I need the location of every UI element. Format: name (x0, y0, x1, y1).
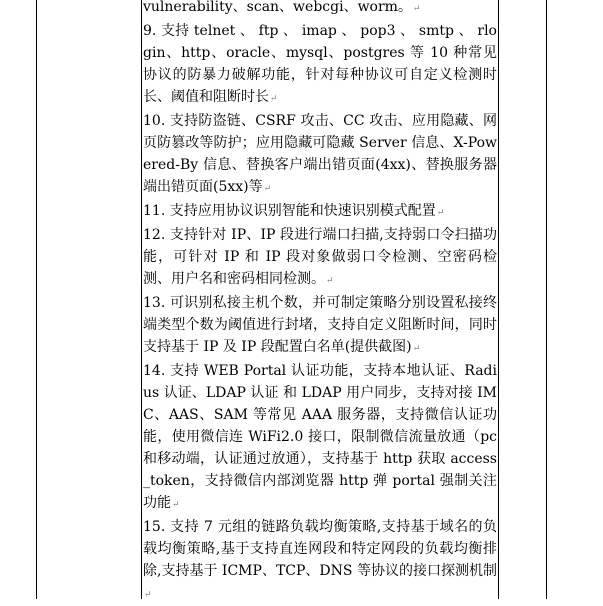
paragraph-mark-icon: ↵ (326, 276, 334, 286)
table-column-divider-right (498, 0, 499, 599)
paragraph-item-13: 13. 可识别私接主机个数，并可制定策略分别设置私接终端类型个数为阈值进行封堵，支持自定义阻断时间，同时支持基于 IP 及 IP 段配置白名单(提供截图)↵ (143, 295, 497, 355)
table-column-divider (141, 0, 142, 599)
table-border-right (546, 0, 547, 599)
paragraph-mark-icon: ↵ (270, 94, 278, 104)
paragraph-mark-icon: ↵ (412, 344, 421, 354)
table-cell-requirements (143, 0, 497, 606)
paragraph-mark-icon: ↵ (412, 4, 421, 14)
paragraph-item-14: 14. 支持 WEB Portal 认证功能，支持本地认证、Radius 认证、LDAP 认证 和 LDAP 用户同步，支持对接 IMC、AAS、SAM 等常见 AAA 服务器，支持微信认证功能，使用微信连 WiFi2.0 接口，限制微信流量放通（pc 和移动端，认证通过放通），支持基于 http 获取 access_token，支持微信内部浏览器 http 弹 portal 强制关注功能↵ (143, 363, 497, 511)
paragraph-item-15: 15. 支持 7 元组的链路负载均衡策略,支持基于域名的负载均衡策略,基于支持直连网段和特定网段的负载均衡排除,支持基于 ICMP、TCP、DNS 等协议的接口探测机制↵ (143, 519, 497, 600)
paragraph-item-9: 9. 支持 telnet 、 ftp 、 imap 、 pop3 、 smtp 、 rlogin、http、oracle、mysql、postgres 等 10 种常见协议的防暴力破解功能，针对每种协议可自定义检测时长、阈值和阻断时长↵ (143, 23, 497, 105)
table-border-left (36, 0, 37, 599)
paragraph-mark-icon: ↵ (172, 500, 180, 510)
paragraph-item-11: 11. 支持应用协议识别智能和快速识别模式配置↵ (143, 203, 445, 219)
paragraph-item-10: 10. 支持防盗链、CSRF 攻击、CC 攻击、应用隐藏、网页防篡改等防护；应用隐藏可隐藏 Server 信息、X-Powered-By 信息、替换客户端出错页面(4xx)、替换服务器端出错页面(5xx)等↵ (143, 113, 497, 195)
paragraph-item-8-tail: vulnerability、scan、webcgi、worm。↵ (143, 0, 421, 15)
paragraph-mark-icon: ↵ (144, 590, 152, 600)
paragraph-item-12: 12. 支持针对 IP、IP 段进行端口扫描,支持弱口令扫描功能，可针对 IP 和 IP 段对象做弱口令检测、空密码检测、用户名和密码相同检测。↵ (143, 227, 497, 287)
paragraph-mark-icon: ↵ (263, 184, 272, 194)
paragraph-mark-icon: ↵ (436, 208, 445, 218)
